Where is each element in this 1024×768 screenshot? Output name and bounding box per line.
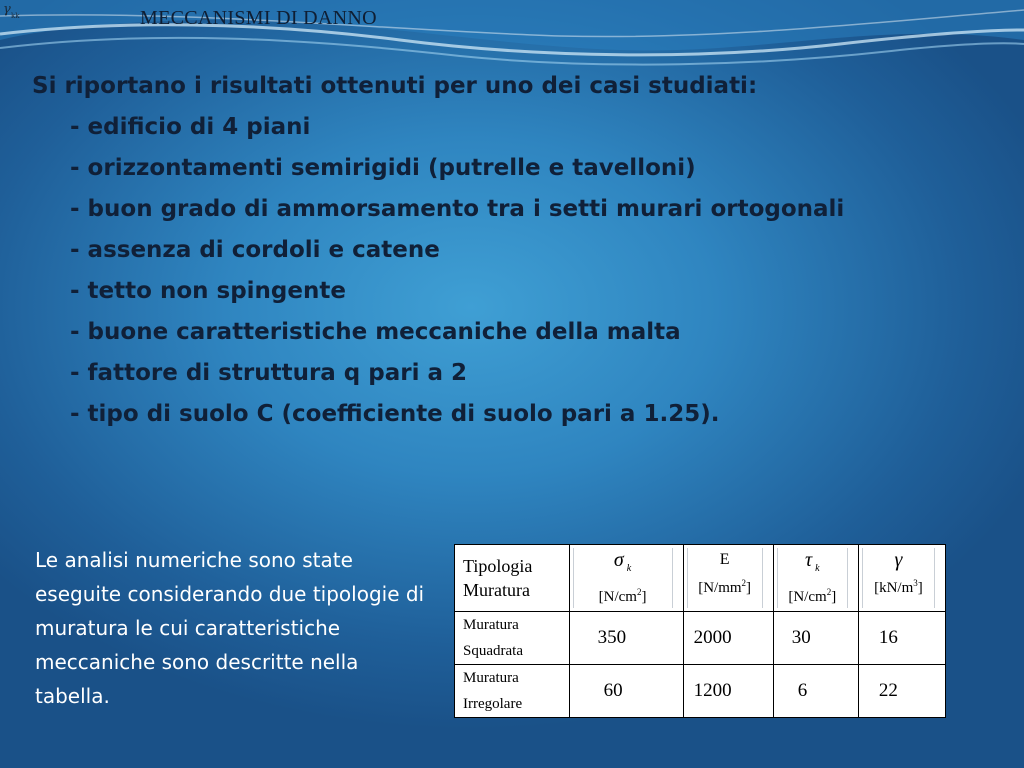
bullet-item: - buone caratteristiche meccaniche della malta bbox=[70, 319, 681, 345]
table-cell: 60 bbox=[569, 665, 683, 718]
gamma-symbol-icon: γ kk bbox=[3, 2, 20, 20]
header-cell-gamma: γ $[kN/m^3]$ bbox=[858, 545, 945, 612]
row-name-cell: Muratura Squadrata bbox=[455, 612, 570, 665]
table-header-row bbox=[455, 545, 946, 612]
table-cell: 30 bbox=[773, 612, 858, 665]
table-row bbox=[455, 612, 946, 665]
description-paragraph: Le analisi numeriche sono state eseguite considerando due tipologie di muratura le cui caratteristiche meccaniche sono descritte nella tabella. bbox=[35, 548, 425, 708]
header-cell-tau: τ $_k$ $[N/cm^2]$ bbox=[773, 545, 858, 612]
bullet-item: - assenza di cordoli e catene bbox=[70, 237, 440, 263]
bullet-item: - buon grado di ammorsamento tra i setti murari ortogonali bbox=[70, 196, 845, 222]
bullet-item: - tipo di suolo C (coefficiente di suolo pari a 1.25). bbox=[70, 401, 720, 427]
table-cell: 1200 bbox=[683, 665, 773, 718]
bullet-item: - orizzontamenti semirigidi (putrelle e tavelloni) bbox=[70, 155, 696, 181]
bullet-item: - fattore di struttura q pari a 2 bbox=[70, 360, 468, 386]
intro-line: Si riportano i risultati ottenuti per uno dei casi studiati: bbox=[32, 73, 758, 99]
slide-main-text bbox=[32, 66, 992, 435]
table-cell: 22 bbox=[858, 665, 945, 718]
slide-header-title: MECCANISMI DI DANNO bbox=[140, 7, 377, 29]
row-name-cell: Muratura Irregolare bbox=[455, 665, 570, 718]
header-cell-sigma: σ $_k$ $[N/cm^2]$ bbox=[569, 545, 683, 612]
header-cell-tipologia: Tipologia Muratura bbox=[455, 545, 570, 612]
table-row bbox=[455, 665, 946, 718]
bullet-item: - edificio di 4 piani bbox=[70, 114, 311, 140]
table-cell: 2000 bbox=[683, 612, 773, 665]
table-cell: 350 bbox=[569, 612, 683, 665]
bullet-item: - tetto non spingente bbox=[70, 278, 346, 304]
header-cell-e: E $[N/mm^2]$ bbox=[683, 545, 773, 612]
table-cell: 6 bbox=[773, 665, 858, 718]
table-cell: 16 bbox=[858, 612, 945, 665]
masonry-properties-table bbox=[454, 544, 946, 718]
